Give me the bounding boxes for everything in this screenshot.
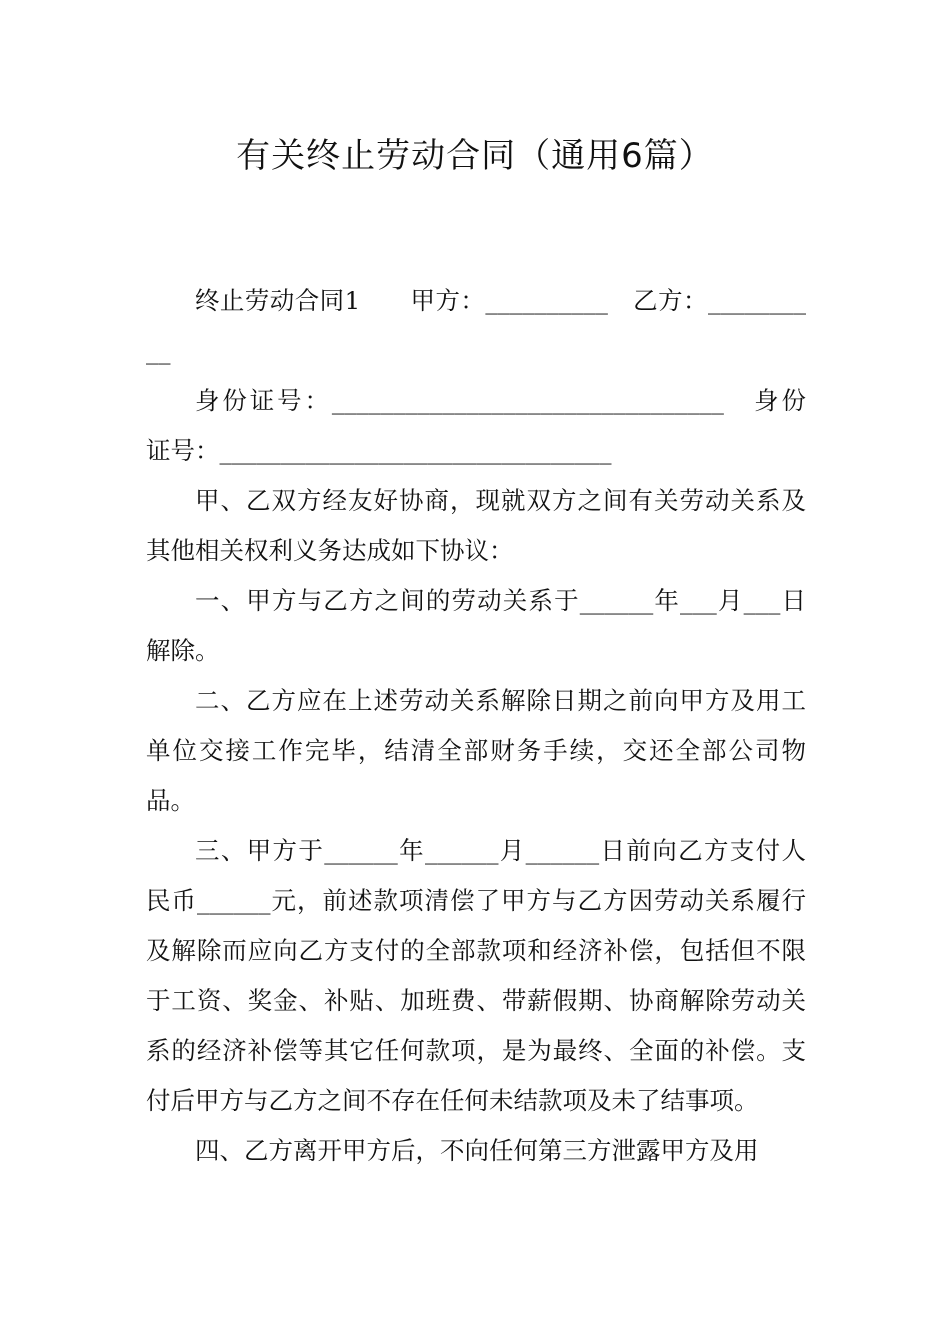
clause-two-paragraph: 二、乙方应在上述劳动关系解除日期之前向甲方及用工单位交接工作完毕，结清全部财务手续，交还全部公司物品。 [146,686,806,815]
clause-three-paragraph: 三、甲方于______年______月______日前向乙方支付人民币______元，前述款项清偿了甲方与乙方因劳动关系履行及解除而应向乙方支付的全部款项和经济补偿，包括但不限于工资、奖金、补贴、加班费、带薪假期、协商解除劳动关系的经济补偿等其它任何款项，是为最终、全面的补偿。支付后甲方与乙方之间不存在任何未结款项及未了结事项。 [146,836,806,1115]
id-number-paragraph: 身份证号：________________________________ 身份证号：________________________________ [146,386,806,465]
document-body [146,276,806,1176]
clause-one-paragraph: 一、甲方与乙方之间的劳动关系于______年___月___日解除。 [146,586,806,665]
document-title: 有关终止劳动合同（通用6篇） [236,136,714,176]
clause-four-paragraph: 四、乙方离开甲方后，不向任何第三方泄露甲方及用 [195,1136,759,1165]
agreement-intro-paragraph: 甲、乙双方经友好协商，现就双方之间有关劳动关系及其他相关权利义务达成如下协议： [146,486,806,565]
contract-header-paragraph: 终止劳动合同1 甲方：__________ 乙方：__________ [146,286,806,365]
